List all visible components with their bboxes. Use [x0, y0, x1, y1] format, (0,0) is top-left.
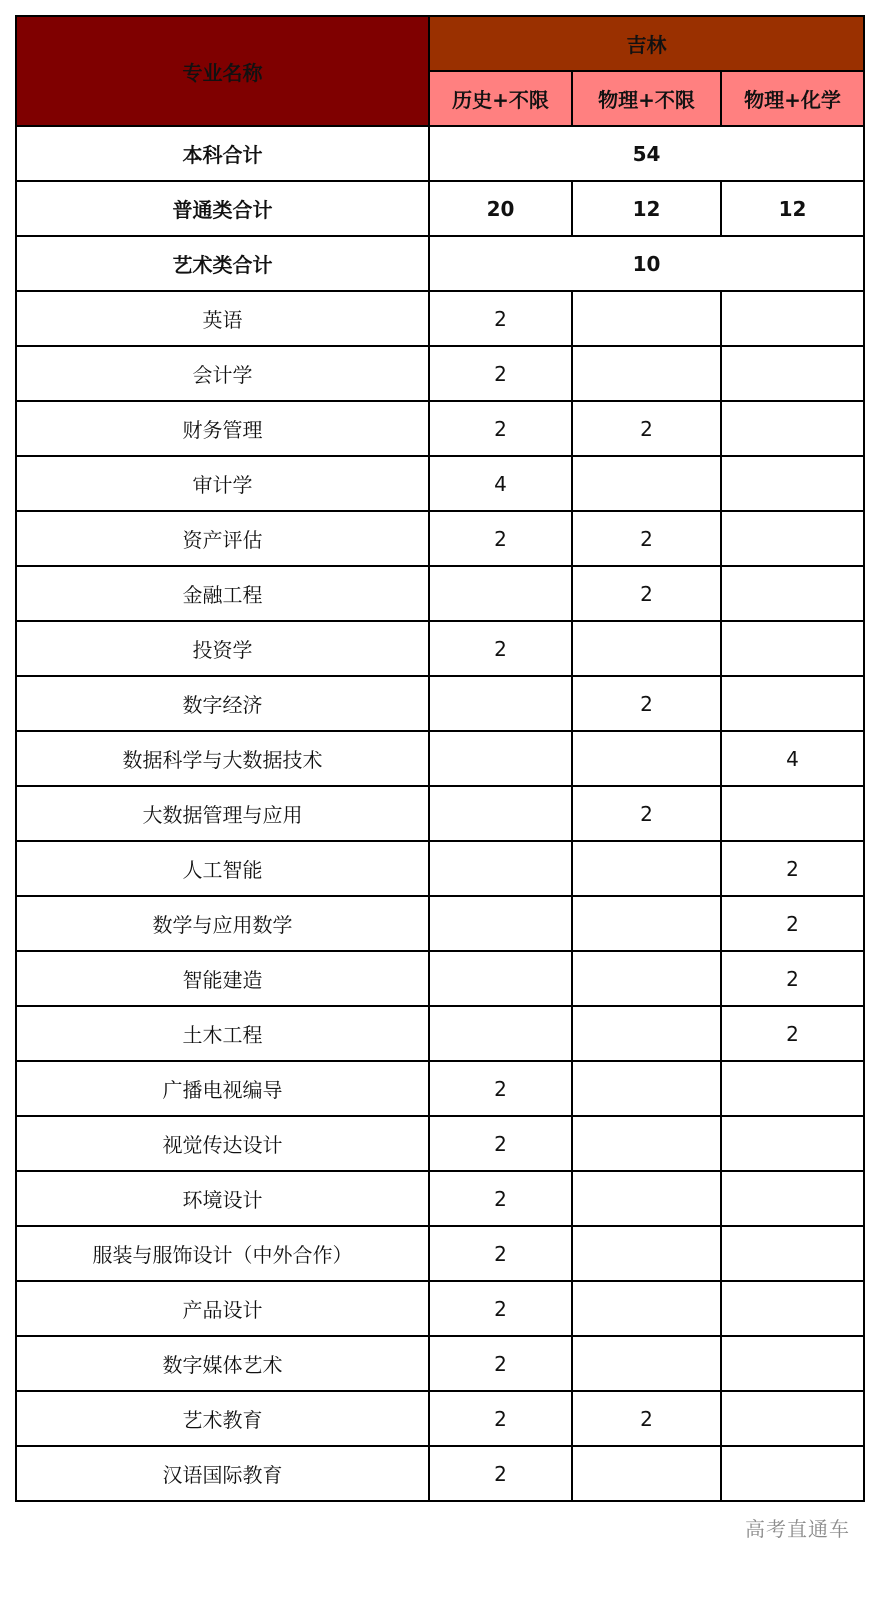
quota-cell-physics	[572, 1171, 721, 1226]
quota-cell-physics-chemistry	[721, 1281, 864, 1336]
table-row	[16, 731, 864, 786]
general-total-physics: 12	[572, 181, 721, 236]
quota-cell-physics-chemistry	[721, 1061, 864, 1116]
table-row	[16, 1006, 864, 1061]
quota-cell-history	[429, 786, 572, 841]
quota-cell-history: 4	[429, 456, 572, 511]
quota-cell-physics-chemistry	[721, 786, 864, 841]
table-row	[16, 786, 864, 841]
quota-cell-physics	[572, 951, 721, 1006]
quota-cell-physics-chemistry: 2	[721, 841, 864, 896]
quota-cell-physics-chemistry	[721, 291, 864, 346]
quota-cell-physics: 2	[572, 676, 721, 731]
quota-cell-physics	[572, 1061, 721, 1116]
major-name-cell: 汉语国际教育	[16, 1446, 429, 1501]
quota-cell-physics	[572, 346, 721, 401]
quota-cell-history	[429, 566, 572, 621]
quota-cell-physics-chemistry	[721, 1116, 864, 1171]
quota-cell-physics	[572, 456, 721, 511]
quota-cell-physics	[572, 841, 721, 896]
major-name-cell: 审计学	[16, 456, 429, 511]
table-row	[16, 566, 864, 621]
general-total-physics-chemistry: 12	[721, 181, 864, 236]
major-name-cell: 视觉传达设计	[16, 1116, 429, 1171]
quota-cell-physics-chemistry	[721, 1336, 864, 1391]
quota-cell-physics-chemistry	[721, 621, 864, 676]
quota-cell-history: 2	[429, 1391, 572, 1446]
table-row	[16, 896, 864, 951]
quota-cell-physics-chemistry	[721, 511, 864, 566]
major-name-cell: 会计学	[16, 346, 429, 401]
quota-cell-physics-chemistry	[721, 346, 864, 401]
table-row	[16, 291, 864, 346]
quota-cell-physics-chemistry	[721, 676, 864, 731]
quota-cell-physics-chemistry: 2	[721, 896, 864, 951]
table-row	[16, 841, 864, 896]
undergrad-total-value: 54	[429, 126, 864, 181]
quota-cell-history	[429, 951, 572, 1006]
quota-cell-physics-chemistry	[721, 1446, 864, 1501]
quota-cell-history: 2	[429, 1116, 572, 1171]
undergrad-total-label: 本科合计	[16, 126, 429, 181]
table-row	[16, 346, 864, 401]
quota-cell-physics	[572, 896, 721, 951]
quota-cell-history: 2	[429, 1336, 572, 1391]
enrollment-quota-table	[15, 15, 865, 1502]
quota-cell-physics	[572, 621, 721, 676]
subject-header-physics-chemistry: 物理+化学	[721, 71, 864, 126]
quota-cell-history: 2	[429, 511, 572, 566]
major-name-cell: 艺术教育	[16, 1391, 429, 1446]
quota-cell-physics	[572, 731, 721, 786]
quota-cell-physics: 2	[572, 566, 721, 621]
region-header: 吉林	[429, 16, 864, 71]
major-name-cell: 服装与服饰设计（中外合作）	[16, 1226, 429, 1281]
quota-cell-history: 2	[429, 1061, 572, 1116]
art-total-row	[16, 236, 864, 291]
table-row	[16, 401, 864, 456]
quota-cell-physics: 2	[572, 786, 721, 841]
general-total-label: 普通类合计	[16, 181, 429, 236]
major-name-cell: 数字经济	[16, 676, 429, 731]
quota-cell-history: 2	[429, 1226, 572, 1281]
quota-cell-physics	[572, 1336, 721, 1391]
quota-cell-history	[429, 1006, 572, 1061]
table-row	[16, 1391, 864, 1446]
quota-cell-history: 2	[429, 401, 572, 456]
major-name-cell: 广播电视编导	[16, 1061, 429, 1116]
table-row	[16, 621, 864, 676]
quota-cell-history	[429, 841, 572, 896]
table-row	[16, 1226, 864, 1281]
table-row	[16, 1116, 864, 1171]
table-row	[16, 951, 864, 1006]
table-row	[16, 1336, 864, 1391]
quota-cell-physics	[572, 1226, 721, 1281]
major-name-cell: 产品设计	[16, 1281, 429, 1336]
undergrad-total-row	[16, 126, 864, 181]
quota-cell-physics-chemistry	[721, 1171, 864, 1226]
quota-cell-history	[429, 896, 572, 951]
table-row	[16, 1171, 864, 1226]
table-row	[16, 1281, 864, 1336]
major-name-cell: 智能建造	[16, 951, 429, 1006]
table-row	[16, 1061, 864, 1116]
quota-cell-history: 2	[429, 1446, 572, 1501]
quota-cell-history: 2	[429, 621, 572, 676]
table-row	[16, 456, 864, 511]
quota-cell-physics-chemistry	[721, 401, 864, 456]
general-total-history: 20	[429, 181, 572, 236]
quota-cell-history	[429, 731, 572, 786]
major-name-cell: 资产评估	[16, 511, 429, 566]
quota-cell-physics	[572, 1446, 721, 1501]
table-row	[16, 511, 864, 566]
major-name-cell: 财务管理	[16, 401, 429, 456]
quota-cell-history: 2	[429, 346, 572, 401]
quota-cell-physics-chemistry: 2	[721, 1006, 864, 1061]
quota-cell-physics	[572, 1116, 721, 1171]
quota-cell-physics	[572, 1006, 721, 1061]
table-row	[16, 1446, 864, 1501]
major-name-header: 专业名称	[16, 16, 429, 126]
watermark-text: 高考直通车	[745, 1517, 850, 1541]
major-name-cell: 数字媒体艺术	[16, 1336, 429, 1391]
major-name-cell: 投资学	[16, 621, 429, 676]
major-name-cell: 土木工程	[16, 1006, 429, 1061]
quota-cell-history: 2	[429, 1171, 572, 1226]
quota-cell-physics-chemistry	[721, 456, 864, 511]
quota-cell-physics: 2	[572, 511, 721, 566]
major-name-cell: 人工智能	[16, 841, 429, 896]
major-name-cell: 大数据管理与应用	[16, 786, 429, 841]
subject-header-physics: 物理+不限	[572, 71, 721, 126]
quota-cell-history: 2	[429, 291, 572, 346]
quota-cell-physics-chemistry	[721, 1391, 864, 1446]
quota-cell-physics-chemistry: 2	[721, 951, 864, 1006]
major-name-cell: 环境设计	[16, 1171, 429, 1226]
quota-cell-physics: 2	[572, 1391, 721, 1446]
quota-cell-physics-chemistry	[721, 1226, 864, 1281]
subject-header-history: 历史+不限	[429, 71, 572, 126]
quota-cell-physics	[572, 1281, 721, 1336]
major-name-cell: 金融工程	[16, 566, 429, 621]
general-total-row	[16, 181, 864, 236]
major-name-cell: 数学与应用数学	[16, 896, 429, 951]
major-name-cell: 英语	[16, 291, 429, 346]
art-total-value: 10	[429, 236, 864, 291]
major-name-cell: 数据科学与大数据技术	[16, 731, 429, 786]
quota-cell-physics: 2	[572, 401, 721, 456]
table-row	[16, 676, 864, 731]
art-total-label: 艺术类合计	[16, 236, 429, 291]
quota-cell-physics-chemistry	[721, 566, 864, 621]
quota-cell-physics	[572, 291, 721, 346]
quota-cell-history: 2	[429, 1281, 572, 1336]
quota-cell-physics-chemistry: 4	[721, 731, 864, 786]
quota-cell-history	[429, 676, 572, 731]
